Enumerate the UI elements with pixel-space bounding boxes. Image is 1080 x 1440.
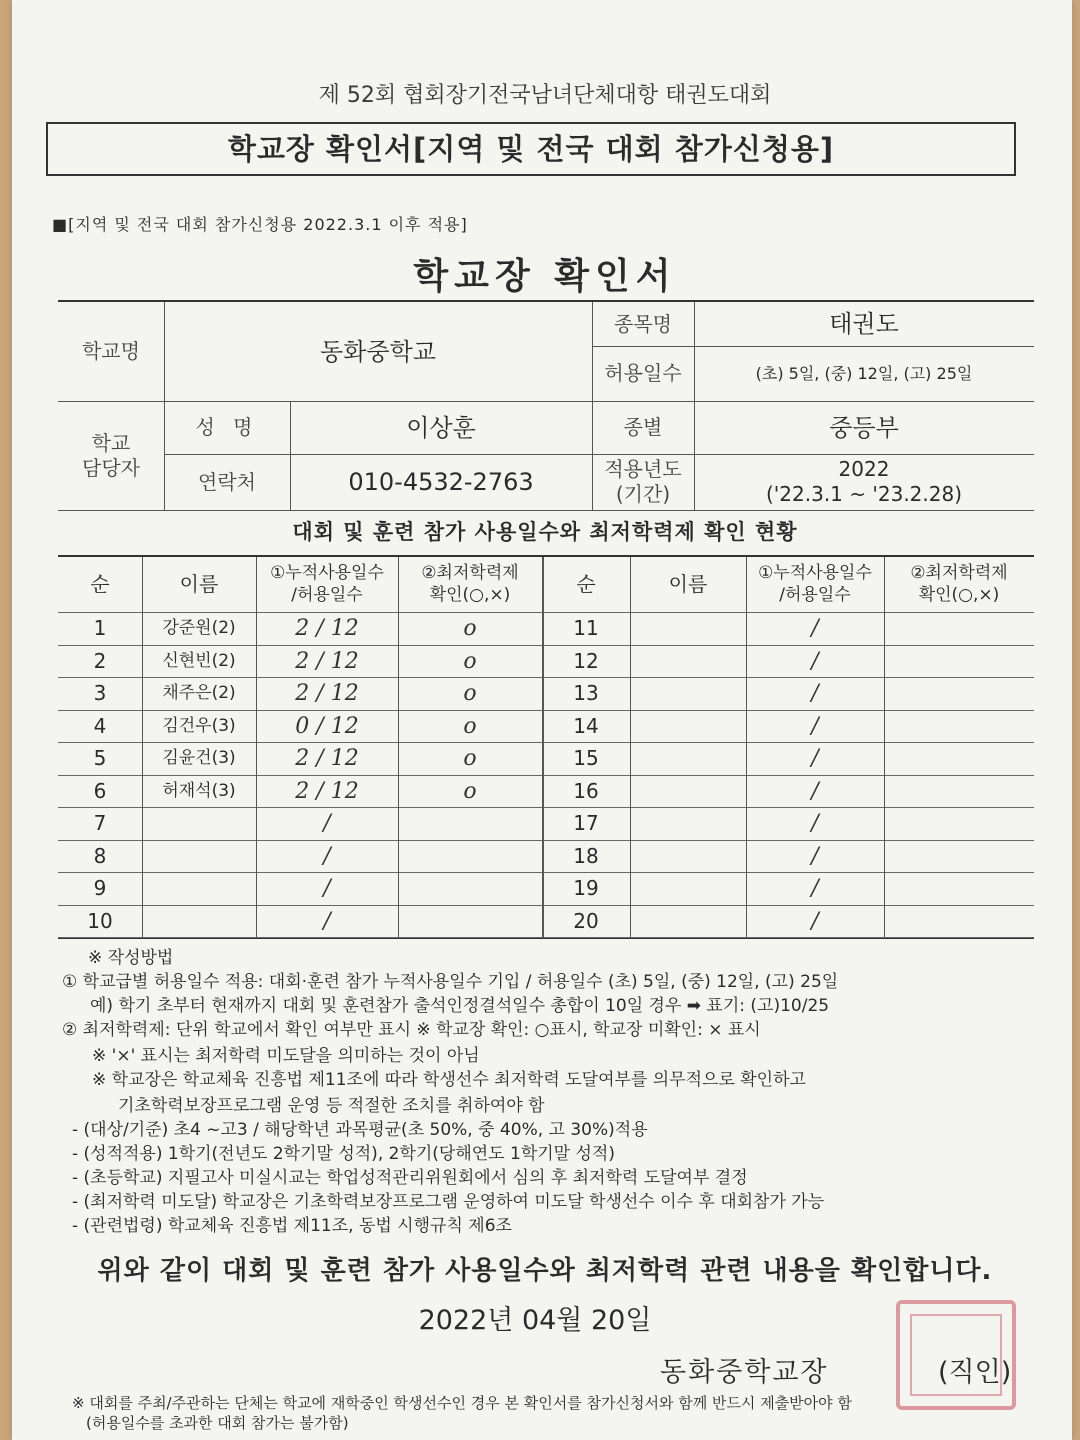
table-cell-check <box>398 872 542 905</box>
table-cell-days: / <box>811 615 819 641</box>
table-cell-days: 2 / 12 <box>295 680 359 706</box>
table-cell-check: o <box>463 680 477 706</box>
table-cell-days: / <box>323 908 331 934</box>
table-cell-days: / <box>811 648 819 674</box>
table-cell-no: 10 <box>87 909 113 933</box>
table-cell-days: / <box>811 875 819 901</box>
instruction-line: ※ '×' 표시는 최저학력 미도달을 의미하는 것이 아님 <box>92 1046 480 1066</box>
table-cell-no: 11 <box>573 616 599 640</box>
instruction-line: - (초등학교) 지필고사 미실시교는 학업성적관리위원회에서 심의 후 최저학력 도달여부 결정 <box>72 1168 748 1188</box>
instruction-line: - (최저학력 미도달) 학교장은 기초학력보장프로그램 운영하여 미도달 학생선수 이수 후 대회참가 가능 <box>72 1192 825 1212</box>
table-cell-name <box>630 905 746 938</box>
instruction-line: ※ 작성방법 <box>88 948 174 968</box>
table-cell-days: / <box>323 843 331 869</box>
table-cell-no: 14 <box>573 714 599 738</box>
table-cell-no: 16 <box>573 779 599 803</box>
header-no-left: 순 <box>90 572 110 596</box>
table-cell-check: o <box>463 745 477 771</box>
table-cell-name <box>630 742 746 775</box>
table-cell-check <box>884 872 1034 905</box>
division-value: 중등부 <box>829 413 899 442</box>
table-cell-check: o <box>463 713 477 739</box>
table-cell-name <box>142 872 256 905</box>
table-cell-days: / <box>811 713 819 739</box>
event-label: 종목명 <box>614 311 672 336</box>
table-cell-days: / <box>811 778 819 804</box>
table-cell-check <box>398 840 542 873</box>
table-cell-no: 8 <box>93 844 107 868</box>
table-cell-days: / <box>811 745 819 771</box>
table-cell-check <box>884 840 1034 873</box>
table-cell-days: / <box>811 843 819 869</box>
school-label: 학교명 <box>82 339 140 363</box>
table-cell-name: 김윤건(3) <box>162 747 236 768</box>
table-cell-name <box>142 840 256 873</box>
header-name-right: 이름 <box>668 572 708 596</box>
year-value: 2022 ('22.3.1 ~ '23.2.28) <box>765 457 963 506</box>
table-cell-days: 2 / 12 <box>295 648 359 674</box>
table-cell-name <box>142 905 256 938</box>
table-cell-name <box>630 612 746 645</box>
footer-line: (허용일수를 초과한 대회 참가는 불가함) <box>86 1413 349 1432</box>
document-box-title: 학교장 확인서[지역 및 전국 대회 참가신청용] <box>46 122 1016 176</box>
table-cell-days: 2 / 12 <box>295 745 359 771</box>
table-cell-name: 김건우(3) <box>162 715 236 736</box>
notice-line: ■[지역 및 전국 대회 참가신청용 2022.3.1 이후 적용] <box>52 215 468 234</box>
footer-line: ※ 대회를 주최/주관하는 단체는 학교에 재학중인 학생선수인 경우 본 확인서를 참가신청서와 함께 반드시 제출받아야 함 <box>72 1394 852 1412</box>
table-cell-check <box>884 677 1034 710</box>
table-cell-name <box>630 872 746 905</box>
table-cell-name <box>630 710 746 743</box>
name-value: 이상훈 <box>406 413 476 442</box>
event-title: 제 52회 협회장기전국남녀단체대항 태권도대회 <box>318 83 772 108</box>
table-cell-check: o <box>463 778 477 804</box>
header-days-left: ①누적사용일수 /허용일수 <box>270 563 384 605</box>
table-cell-check <box>884 775 1034 808</box>
info-line <box>58 510 1034 511</box>
table-cell-no: 18 <box>573 844 599 868</box>
table-cell-name <box>630 840 746 873</box>
table-cell-check <box>884 807 1034 840</box>
table-cell-days: 2 / 12 <box>295 615 359 641</box>
instruction-line: - (관련법령) 학교체육 진흥법 제11조, 동법 시행규칙 제6조 <box>72 1216 512 1236</box>
header-days-right: ①누적사용일수 /허용일수 <box>758 563 872 605</box>
contact-label: 연락처 <box>198 469 256 494</box>
table-cell-check <box>884 905 1034 938</box>
year-label: 적용년도 (기간) <box>604 457 682 506</box>
allowed-days-value: (초) 5일, (중) 12일, (고) 25일 <box>755 363 973 383</box>
allowed-days-label: 허용일수 <box>604 361 682 385</box>
table-cell-days: 0 / 12 <box>295 713 359 739</box>
table-cell-name <box>142 807 256 840</box>
table-cell-days: / <box>811 810 819 836</box>
table-cell-no: 4 <box>93 714 107 738</box>
table-cell-check: o <box>463 615 477 641</box>
instruction-line: 기초학력보장프로그램 운영 등 적절한 조치를 취하여야 함 <box>118 1096 545 1116</box>
instruction-line: ※ 학교장은 학교체육 진흥법 제11조에 따라 학생선수 최저학력 도달여부를 의무적으로 확인하고 <box>92 1070 806 1090</box>
table-cell-no: 6 <box>93 779 107 803</box>
table-cell-check <box>398 905 542 938</box>
table-cell-name: 채주은(2) <box>162 682 236 703</box>
instruction-line: - (성적적용) 1학기(전년도 2학기말 성적), 2학기(당해연도 1학기말 성적) <box>72 1144 615 1164</box>
table-cell-no: 1 <box>93 616 107 640</box>
table-cell-check <box>884 612 1034 645</box>
table-cell-no: 3 <box>93 681 107 705</box>
table-cell-check <box>884 710 1034 743</box>
table-cell-days: / <box>811 680 819 706</box>
instruction-line: 예) 학기 초부터 현재까지 대회 및 훈련참가 출석인정결석일수 총합이 10일 경우 ➡ 표기: (고)10/25 <box>90 996 830 1016</box>
table-cell-name <box>630 645 746 678</box>
instruction-line: - (대상/기준) 초4 ~고3 / 해당학년 과목평균(초 50%, 중 40%, 고 30%)적용 <box>72 1120 648 1140</box>
table-cell-check <box>398 807 542 840</box>
table-cell-check <box>884 742 1034 775</box>
table-cell-days: / <box>323 810 331 836</box>
table-cell-no: 12 <box>573 649 599 673</box>
table-cell-name: 강준원(2) <box>162 617 236 638</box>
table-cell-name <box>630 677 746 710</box>
table-cell-no: 5 <box>93 746 107 770</box>
table-cell-no: 15 <box>573 746 599 770</box>
table-cell-check: o <box>463 648 477 674</box>
section-title: 대회 및 훈련 참가 사용일수와 최저학력제 확인 현황 <box>292 520 798 544</box>
header-check-right: ②최저학력제 확인(○,×) <box>910 563 1008 605</box>
table-cell-name: 허재석(3) <box>162 780 236 801</box>
header-no-right: 순 <box>576 572 596 596</box>
table-cell-check <box>884 645 1034 678</box>
table-cell-no: 19 <box>573 876 599 900</box>
main-title: 학교장 확인서 <box>413 256 677 297</box>
name-label: 성 명 <box>195 415 259 439</box>
instruction-line: ① 학교급별 허용일수 적용: 대회·훈련 참가 누적사용일수 기입 / 허용일수 (초) 5일, (중) 12일, (고) 25일 <box>62 972 839 992</box>
table-cell-no: 2 <box>93 649 107 673</box>
principal-name: 동화중학교장 <box>660 1357 829 1388</box>
instruction-line: ② 최저학력제: 단위 학교에서 확인 여부만 표시 ※ 학교장 확인: ○표시, 학교장 미확인: × 표시 <box>62 1020 761 1040</box>
header-name-left: 이름 <box>179 572 219 596</box>
table-cell-name: 신현빈(2) <box>162 650 236 671</box>
table-cell-no: 9 <box>93 876 107 900</box>
date: 2022년 04월 20일 <box>418 1305 652 1336</box>
seal-label: (직인) <box>938 1357 1012 1388</box>
table-cell-no: 20 <box>573 909 599 933</box>
table-cell-days: / <box>811 908 819 934</box>
confirmation-statement: 위와 같이 대회 및 훈련 참가 사용일수와 최저학력 관련 내용을 확인합니다. <box>97 1256 993 1286</box>
division-label: 종별 <box>623 415 663 439</box>
table-cell-days: 2 / 12 <box>295 778 359 804</box>
school-value: 동화중학교 <box>320 337 436 366</box>
manager-label: 학교 담당자 <box>82 430 140 480</box>
table-cell-name <box>630 807 746 840</box>
table-cell-no: 13 <box>573 681 599 705</box>
table-cell-no: 17 <box>573 811 599 835</box>
table-cell-no: 7 <box>93 811 107 835</box>
footer-note <box>72 1394 1032 1433</box>
table-cell-days: / <box>323 875 331 901</box>
event-value: 태권도 <box>829 310 899 338</box>
contact-value: 010-4532-2763 <box>348 468 534 496</box>
table-cell-name <box>630 775 746 808</box>
header-check-left: ②최저학력제 확인(○,×) <box>421 563 519 605</box>
